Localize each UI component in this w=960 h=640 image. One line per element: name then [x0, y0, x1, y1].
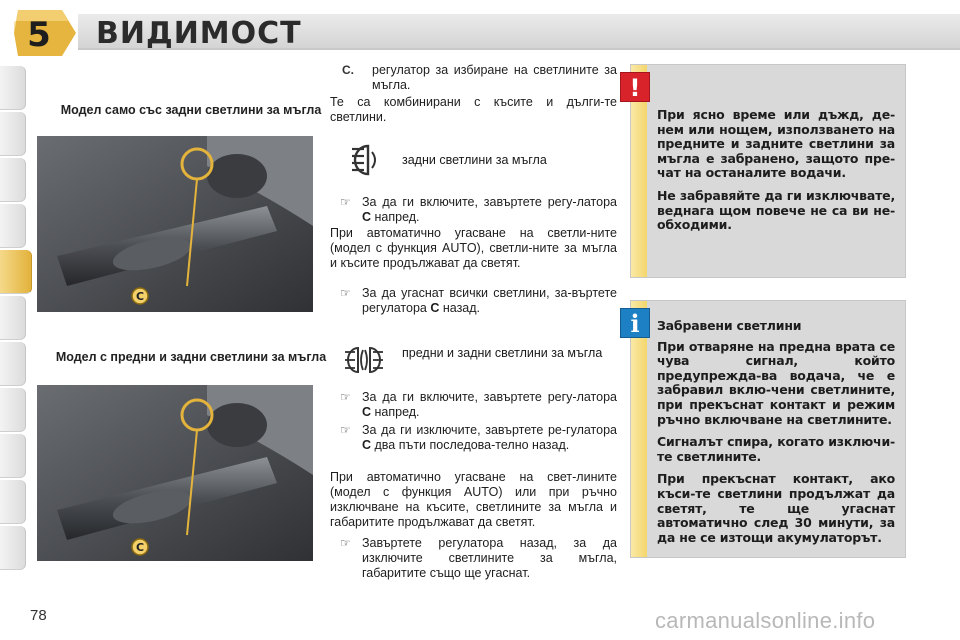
front-back-instruction: ☞ Завъртете регулатора назад, за да изключите светлините за мъгла, габаритите също ще угаснат. — [340, 536, 617, 580]
chapter-tab[interactable] — [0, 434, 26, 478]
pointer-icon: ☞ — [340, 390, 351, 404]
callout-c-label: C — [135, 541, 145, 554]
stalk-photo-rear-fog — [37, 136, 313, 312]
info-text-2: Сигналът спира, когато изключи-те светлините. — [657, 434, 895, 464]
chapter-tab[interactable] — [0, 158, 26, 202]
front-on-instruction: ☞ За да ги включите, завъртете регу-латора C напред. — [340, 390, 617, 419]
pointer-icon: ☞ — [340, 423, 351, 437]
page-title: ВИДИМОСТ — [96, 16, 302, 51]
chapter-number: 5 — [27, 15, 51, 55]
box-accent-stripe — [631, 301, 647, 557]
chapter-tab[interactable] — [0, 342, 26, 386]
info-text-3: При прекъснат контакт, ако къси-те светлини продължат да светят, те ще угаснат автоматично след 30 минути, за да не се изтощи акумулаторът. — [657, 471, 895, 545]
ctrl-letter: C. — [342, 63, 354, 77]
watermark: carmanualsonline.info — [655, 608, 876, 633]
info-box — [630, 300, 906, 558]
front-rear-fog-row — [330, 340, 617, 380]
stalk-photo-front-rear-fog — [37, 385, 313, 561]
chapter-tab-active[interactable] — [0, 250, 32, 294]
auto-rear-note: При автоматично угасване на светли-ните (модел с функция AUTO), светли-ните за мъгла и късите продължават да светят. — [330, 226, 617, 270]
chapter-tab[interactable] — [0, 480, 26, 524]
chapter-tab[interactable] — [0, 204, 26, 248]
warning-text-2: Не забравяйте да ги изключвате, веднага щом повече не са ви не-обходими. — [657, 187, 895, 233]
pointer-icon: ☞ — [340, 536, 351, 550]
front-off-instruction: ☞ За да ги изключите, завъртете ре-гулатора C два пъти последова-телно назад. — [340, 423, 617, 452]
callout-c-label: C — [135, 290, 145, 303]
warning-text-1: При ясно време или дъжд, де-нем или нощем, използването на предните и задните светлини за мъгла е забранено, защото пре-чат на останалите водачи. — [657, 107, 895, 181]
model1-caption: Модел само със задни светлини за мъгла — [60, 103, 322, 117]
rear-fog-row — [330, 140, 617, 180]
front-rear-fog-light-icon — [342, 340, 386, 380]
warning-icon: ! — [620, 72, 650, 102]
auto-front-note: При автоматично угасване на свет-лините (модел с функция AUTO) или при ръчно изключване на късите, светлините за мъгла и габаритите продължават да светят. — [330, 470, 617, 529]
warning-box — [630, 64, 906, 278]
rear-fog-label: задни светлини за мъгла — [402, 153, 547, 167]
pointer-icon: ☞ — [340, 286, 351, 300]
rear-fog-light-icon — [342, 140, 386, 180]
page-number: 78 — [30, 607, 47, 624]
info-text-1: При отваряне на предна врата се чува сигнал, който предупрежда-ва водача, че е забравил вклю-чени светлините, при прекъснат контакт и режим ръчно включване на светлините. — [657, 338, 895, 427]
rear-off-instruction: ☞ За да угаснат всички светлини, за-въртете регулатора C назад. — [340, 286, 617, 315]
chapter-tab[interactable] — [0, 112, 26, 156]
model2-caption: Модел с предни и задни светлини за мъгла — [55, 350, 327, 364]
front-rear-fog-label: предни и задни светлини за мъгла — [402, 346, 603, 360]
chapter-tab[interactable] — [0, 296, 26, 340]
pointer-icon: ☞ — [340, 195, 351, 209]
ctrl-c-description: C. регулатор за избиране на светлините за мъгла. — [342, 63, 617, 92]
chapter-tab[interactable] — [0, 526, 26, 570]
chapter-tab-rail — [0, 66, 26, 578]
chapter-tab[interactable] — [0, 388, 26, 432]
combined-note: Те са комбинирани с късите и дълги-те светлини. — [330, 95, 617, 124]
rear-on-instruction: ☞ За да ги включите, завъртете регу-латора C напред. — [340, 195, 617, 224]
info-icon: i — [620, 308, 650, 338]
chapter-badge — [14, 10, 76, 56]
chapter-tab[interactable] — [0, 66, 26, 110]
info-heading: Забравени светлини — [657, 318, 802, 333]
